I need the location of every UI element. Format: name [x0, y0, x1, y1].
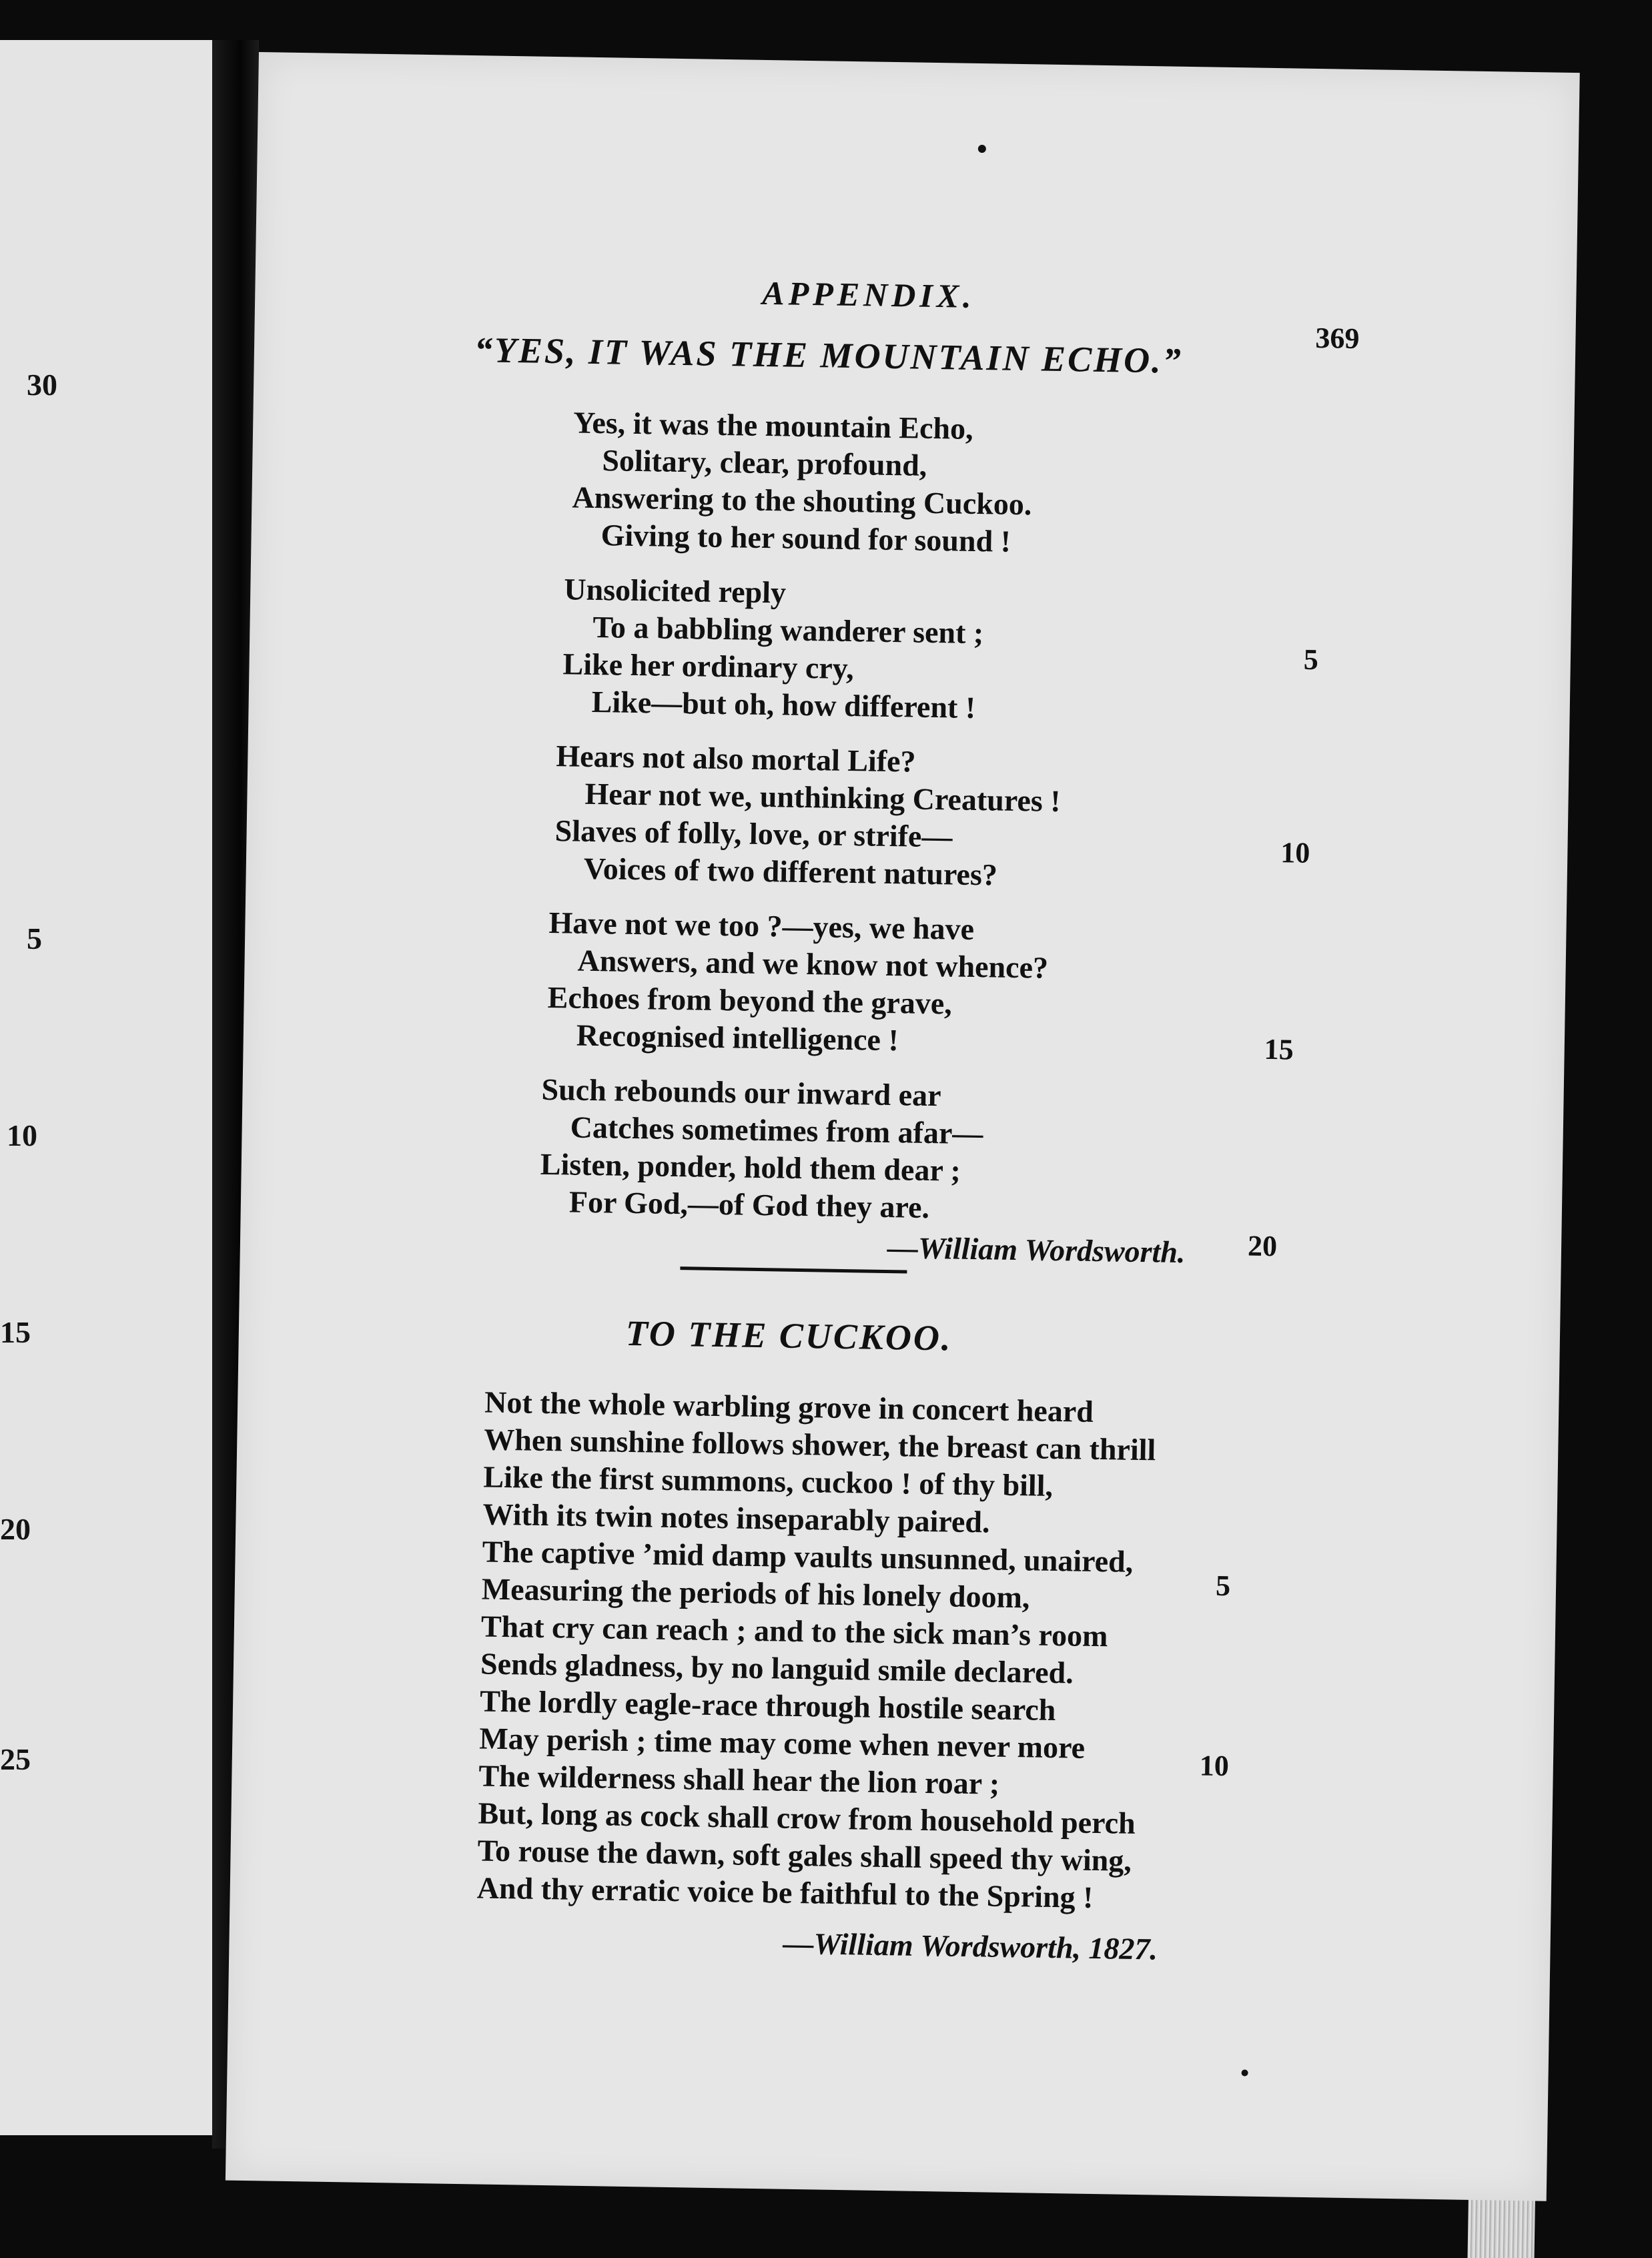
left-line-number: 25	[0, 1742, 31, 1776]
poem-line: But, long as cock shall crow from household perch	[478, 1796, 1136, 1840]
poem-line: May perish ; time may come when never more	[478, 1721, 1086, 1765]
poem-line: That cry can reach ; and to the sick man’s room	[480, 1609, 1108, 1653]
left-facing-page	[0, 40, 215, 2135]
attribution: —William Wordsworth, 1827.	[783, 1926, 1158, 1966]
line-number: 5	[1303, 643, 1319, 677]
poem-line: Hear not we, unthinking Creatures !	[584, 776, 1061, 819]
poem-line: Slaves of folly, love, or strife—	[554, 813, 953, 854]
left-line-number: 30	[27, 368, 57, 402]
page-number: 369	[1315, 321, 1360, 355]
poem-line: Hears not also mortal Life?	[556, 739, 916, 779]
stanza	[540, 1071, 984, 1227]
poem-title: TO THE CUCKOO.	[625, 1312, 953, 1359]
stanza	[546, 904, 1049, 1062]
poem-line: Like her ordinary cry,	[562, 647, 855, 686]
poem-line: Echoes from beyond the grave,	[547, 980, 953, 1021]
poem-line: For God,—of God they are.	[568, 1184, 930, 1224]
poem-line: Recognised intelligence !	[576, 1018, 899, 1058]
stanza	[476, 1384, 1156, 1918]
poem-line: Giving to her sound for sound !	[600, 518, 1011, 558]
poem-line: Sends gladness, by no languid smile declared.	[480, 1646, 1074, 1690]
poem-line: Listen, ponder, hold them dear ;	[540, 1146, 961, 1188]
poem-line: Catches sometimes from afar—	[570, 1110, 983, 1151]
stanza	[562, 571, 984, 727]
line-number: 10	[1199, 1749, 1230, 1783]
stanza	[571, 404, 1033, 560]
stanza	[554, 737, 1061, 895]
poem-line: Yes, it was the mountain Echo,	[572, 405, 973, 446]
poem-line: Not the whole warbling grove in concert heard	[484, 1385, 1094, 1429]
poem-line: Like the first summons, cuckoo ! of thy bill,	[483, 1459, 1054, 1503]
scan-speck	[1242, 2070, 1248, 2077]
left-line-number: 5	[27, 921, 42, 956]
poem-line: The captive ’mid damp vaults unsunned, unaired,	[482, 1534, 1134, 1579]
poem-line: To a babbling wanderer sent ;	[592, 609, 984, 651]
poem-line: Like—but oh, how different !	[591, 684, 976, 725]
poem-line: When sunshine follows shower, the breast can thrill	[483, 1422, 1156, 1467]
poem-line: Measuring the periods of his lonely doom,	[481, 1571, 1030, 1615]
left-line-number: 10	[7, 1118, 37, 1152]
left-line-number: 20	[0, 1512, 31, 1546]
left-line-number: 15	[0, 1315, 31, 1349]
section-divider	[680, 1266, 907, 1273]
poem-line: Unsolicited reply	[564, 572, 787, 610]
line-number: 10	[1280, 836, 1310, 869]
poem-line: Answering to the shouting Cuckoo.	[572, 480, 1032, 522]
poem-title: “YES, IT WAS THE MOUNTAIN ECHO.”	[474, 330, 1184, 381]
attribution: —William Wordsworth.	[887, 1230, 1186, 1270]
scan-speck	[978, 145, 986, 153]
book-page	[226, 52, 1580, 2201]
poem-line: And thy erratic voice be faithful to the Spring !	[476, 1870, 1094, 1914]
line-number: 15	[1264, 1032, 1294, 1066]
poem-line: Solitary, clear, profound,	[602, 443, 927, 482]
poem-line: The wilderness shall hear the lion roar ;	[478, 1758, 1000, 1801]
poem-line: Have not we too ?—yes, we have	[548, 905, 975, 946]
line-number: 20	[1247, 1229, 1278, 1263]
poem-line: To rouse the dawn, soft gales shall speed thy wing,	[477, 1833, 1132, 1878]
line-number: 5	[1215, 1569, 1231, 1603]
poem-line: With its twin notes inseparably paired.	[482, 1497, 990, 1539]
poem-line: The lordly eagle-race through hostile search	[479, 1683, 1056, 1728]
running-head: APPENDIX.	[761, 274, 976, 315]
poem-line: Answers, and we know not whence?	[577, 943, 1049, 985]
poem-line: Voices of two different natures?	[583, 851, 998, 892]
poem-line: Such rebounds our inward ear	[541, 1072, 941, 1113]
